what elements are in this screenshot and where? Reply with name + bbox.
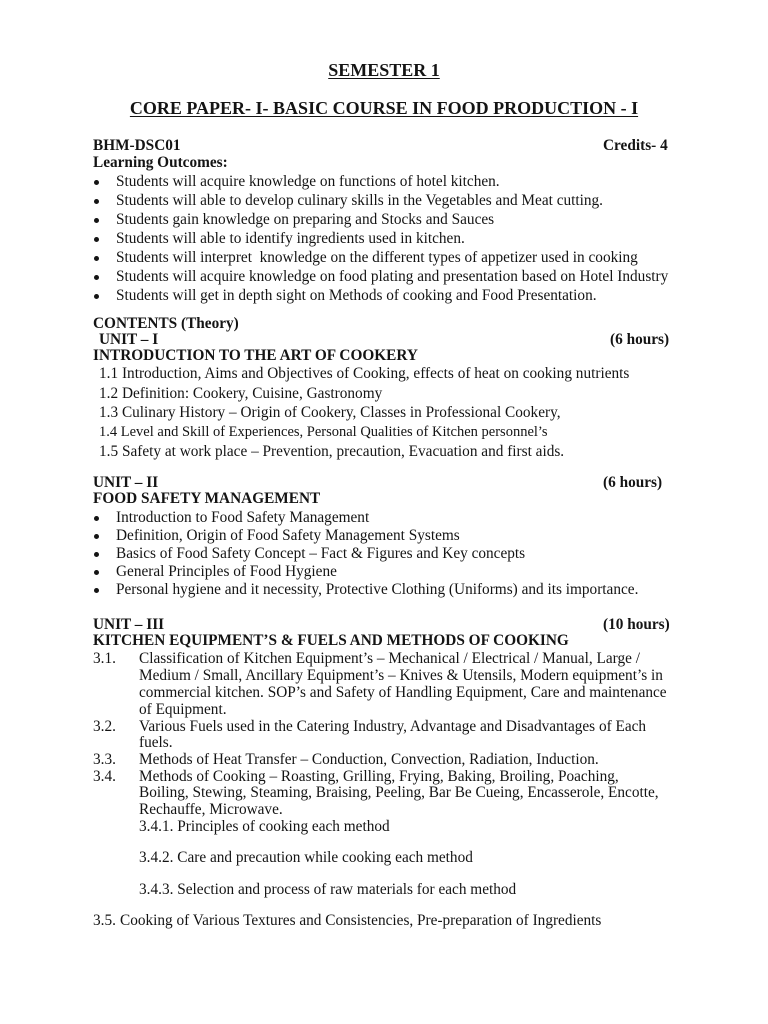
unit-hours: (10 hours): [603, 616, 670, 633]
section-text: Medium / Small, Ancillary Equipment’s – Knives & Utensils, Modern equipment’s in: [139, 667, 663, 684]
bullet-icon: [94, 516, 99, 521]
course-code: BHM-DSC01: [93, 137, 181, 154]
section-text: of Equipment.: [139, 701, 227, 718]
outcome-text: Students will acquire knowledge on functions of hotel kitchen.: [116, 173, 500, 190]
outcome-text: Students will able to identify ingredients used in kitchen.: [116, 230, 465, 247]
section-text: Boiling, Stewing, Steaming, Braising, Peeling, Bar Be Cueing, Encasserole, Encotte,: [139, 784, 659, 801]
outcome-text: Students will acquire knowledge on food plating and presentation based on Hotel Industry: [116, 268, 669, 285]
learning-outcomes-heading: Learning Outcomes:: [93, 154, 228, 171]
outcome-item: [93, 249, 693, 267]
outcome-text: Students gain knowledge on preparing and Stocks and Sauces: [116, 211, 495, 228]
section-text: fuels.: [139, 734, 173, 751]
subsection-line: 3.4.1. Principles of cooking each method: [139, 818, 390, 835]
outcome-text: Students will get in depth sight on Methods of cooking and Food Presentation.: [116, 287, 597, 304]
outcome-item: [93, 192, 693, 210]
outcome-text: Students will able to develop culinary skills in the Vegetables and Meat cutting.: [116, 192, 603, 209]
unit-title: KITCHEN EQUIPMENT’S & FUELS AND METHODS OF COOKING: [93, 632, 569, 649]
outcome-text: Students will interpret knowledge on the different types of appetizer used in cooking: [116, 249, 638, 266]
unit-title: FOOD SAFETY MANAGEMENT: [93, 490, 321, 507]
subsection-line: 3.4.2. Care and precaution while cooking each method: [139, 849, 473, 866]
section-text: Methods of Cooking – Roasting, Grilling, Frying, Baking, Broiling, Poaching,: [139, 768, 619, 785]
section-text: Rechauffe, Microwave.: [139, 801, 283, 818]
paper-title: CORE PAPER- I- BASIC COURSE IN FOOD PRODUCTION - I: [129, 98, 639, 118]
unit-label: UNIT – III: [93, 616, 165, 633]
unit-hours: (6 hours): [603, 474, 663, 491]
outcome-item: [93, 230, 693, 248]
list-item: [93, 581, 693, 599]
list-item: [93, 527, 693, 545]
section-text: Cooking of Various Textures and Consistencies, Pre-preparation of Ingredients: [120, 912, 602, 929]
section-number: 3.5.: [93, 912, 116, 929]
bullet-icon: [94, 180, 99, 185]
section-number: 3.1.: [93, 650, 116, 667]
section-text: Methods of Heat Transfer – Conduction, Convection, Radiation, Induction.: [139, 751, 599, 768]
topic-line: 1.2 Definition: Cookery, Cuisine, Gastronomy: [99, 385, 383, 402]
outcome-item: [93, 287, 693, 305]
bullet-icon: [94, 552, 99, 557]
topic-line: 1.5 Safety at work place – Prevention, precaution, Evacuation and first aids.: [99, 443, 565, 460]
topic-text: Personal hygiene and it necessity, Protective Clothing (Uniforms) and its importance.: [116, 581, 639, 598]
semester-heading: SEMESTER 1: [328, 60, 440, 80]
bullet-icon: [94, 534, 99, 539]
topic-text: General Principles of Food Hygiene: [116, 563, 337, 580]
bullet-icon: [94, 256, 99, 261]
section-text: commercial kitchen. SOP’s and Safety of Handling Equipment, Care and maintenance: [139, 684, 667, 701]
section-number: 3.3.: [93, 751, 116, 768]
unit-label: UNIT – II: [93, 474, 159, 491]
outcome-item: [93, 173, 693, 191]
bullet-icon: [94, 218, 99, 223]
list-item: [93, 545, 693, 563]
subsection-line: 3.4.3. Selection and process of raw materials for each method: [139, 881, 517, 898]
bullet-icon: [94, 237, 99, 242]
topic-text: Definition, Origin of Food Safety Management Systems: [116, 527, 460, 544]
list-item: [93, 563, 693, 581]
section-number: 3.2.: [93, 718, 116, 735]
unit-hours: (6 hours): [610, 331, 670, 348]
section-text: Various Fuels used in the Catering Industry, Advantage and Disadvantages of Each: [139, 718, 647, 735]
bullet-icon: [94, 275, 99, 280]
section-text: Classification of Kitchen Equipment’s – Mechanical / Electrical / Manual, Large /: [139, 650, 640, 667]
list-item: [93, 509, 693, 527]
outcome-item: [93, 268, 693, 286]
topic-line: 1.3 Culinary History – Origin of Cookery, Classes in Professional Cookery,: [99, 404, 561, 421]
contents-heading: CONTENTS (Theory): [93, 315, 239, 332]
bullet-icon: [94, 588, 99, 593]
topic-line: 1.1 Introduction, Aims and Objectives of Cooking, effects of heat on cooking nutrients: [99, 365, 630, 382]
outcome-item: [93, 211, 693, 229]
topic-text: Introduction to Food Safety Management: [116, 509, 370, 526]
topic-text: Basics of Food Safety Concept – Fact & Figures and Key concepts: [116, 545, 526, 562]
bullet-icon: [94, 294, 99, 299]
unit-label: UNIT – I: [99, 331, 159, 348]
bullet-icon: [94, 570, 99, 575]
topic-line: 1.4 Level and Skill of Experiences, Personal Qualities of Kitchen personnel’s: [99, 424, 548, 440]
bullet-icon: [94, 199, 99, 204]
unit-title: INTRODUCTION TO THE ART OF COOKERY: [93, 347, 418, 364]
course-credits: Credits- 4: [603, 137, 668, 154]
section-number: 3.4.: [93, 768, 116, 785]
